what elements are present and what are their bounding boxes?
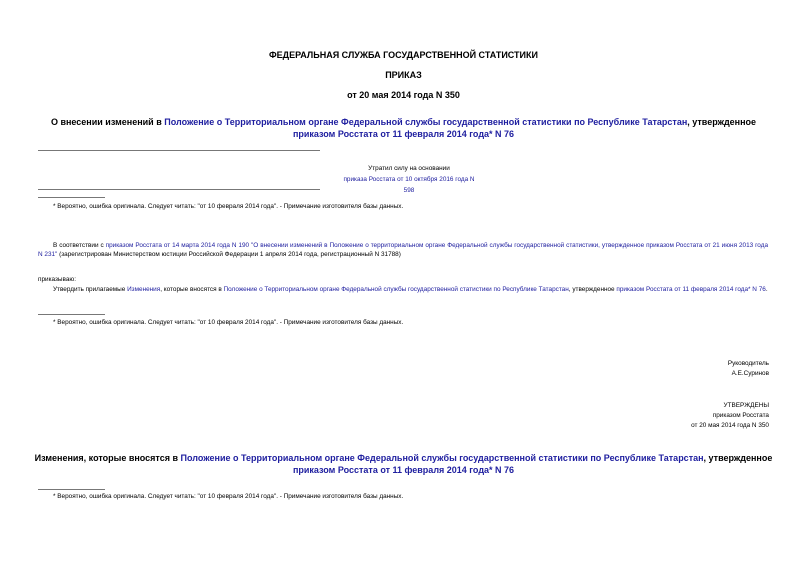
- title-mid: , утвержденное: [687, 117, 757, 127]
- title-link-order[interactable]: приказом Росстата от 11 февраля 2014 года* N 76: [292, 129, 515, 139]
- title-prefix: О внесении изменений в: [50, 117, 165, 127]
- changes-title-mid: , утвержденное: [703, 453, 773, 463]
- p2-text-a: Утвердить прилагаемые: [53, 286, 128, 293]
- doc-date-number: от 20 мая 2014 года N 350: [347, 90, 460, 100]
- body-paragraph-basis: [38, 242, 768, 259]
- body-paragraph-approve: [38, 286, 768, 295]
- document-title: [30, 116, 777, 140]
- p1-text-b: (зарегистрирован Министерством юстиции Российской Федерации 1 апреля 2014 года, регистрационный N 31788): [57, 250, 401, 258]
- approved-date: от 20 мая 2014 года N 350: [691, 422, 769, 429]
- changes-title-prefix: Изменения, которые вносятся в: [34, 453, 181, 463]
- agency-name: ФЕДЕРАЛЬНАЯ СЛУЖБА ГОСУДАРСТВЕННОЙ СТАТИСТИКИ: [269, 50, 538, 60]
- title-link-regulation[interactable]: Положение о Территориальном органе Федеральной службы государственной статистики по Республике Татарстан: [164, 117, 688, 127]
- changes-title-link-order[interactable]: приказом Росстата от 11 февраля 2014 года* N 76: [292, 465, 515, 475]
- signature-role: Руководитель: [727, 360, 769, 367]
- signature-block: [728, 359, 769, 379]
- footnote: * Вероятно, ошибка оригинала. Следует читать: "от 10 февраля 2014 года". - Примечание изготовителя базы данных.: [53, 203, 404, 210]
- footnote-rule: [38, 489, 105, 490]
- signature-name: А.Е.Суринов: [731, 370, 769, 377]
- divider: [38, 150, 320, 151]
- changes-title: [30, 452, 777, 476]
- p2-link-regulation[interactable]: Положение о Территориальном органе Федеральной службы государственной статистики по Республике Татарстан: [223, 286, 569, 293]
- footnote: * Вероятно, ошибка оригинала. Следует читать: "от 10 февраля 2014 года". - Примечание изготовителя базы данных.: [53, 493, 404, 500]
- footnote: * Вероятно, ошибка оригинала. Следует читать: "от 10 февраля 2014 года". - Примечание изготовителя базы данных.: [53, 319, 404, 326]
- p1-text-a: В соответствии с: [53, 242, 106, 249]
- order-word: приказываю:: [38, 276, 76, 283]
- status-line: Утратил силу на основании: [368, 165, 450, 172]
- divider: [38, 189, 320, 190]
- p2-link-changes[interactable]: Изменения: [127, 286, 161, 293]
- doc-type: ПРИКАЗ: [385, 70, 422, 80]
- p1-link-order-190[interactable]: приказом Росстата от 14 марта 2014 года N 190 "О внесении изменений в Положение о территориальном органе Федеральной службы государственной статистики, утвержденное приказом Росстата от 21 июня 2013 года N 231": [38, 242, 769, 258]
- p2-link-order-76[interactable]: приказом Росстата от 11 февраля 2014 года* N 76: [616, 286, 766, 293]
- p2-text-c: , утвержденное: [568, 286, 617, 293]
- footnote-rule: [38, 197, 105, 198]
- p2-text-d: .: [765, 286, 768, 293]
- changes-title-link-regulation[interactable]: Положение о Территориальном органе Федеральной службы государственной статистики по Республике Татарстан: [180, 453, 704, 463]
- approved-by: приказом Росстата: [712, 412, 769, 419]
- approved-block: [691, 401, 769, 431]
- status-note: [340, 163, 478, 196]
- approved-word: УТВЕРЖДЕНЫ: [723, 402, 769, 409]
- footnote-rule: [38, 314, 105, 315]
- p2-text-b: , которые вносятся в: [160, 286, 224, 293]
- status-link-repeal-order[interactable]: приказа Росстата от 10 октября 2016 года N 598: [343, 176, 475, 194]
